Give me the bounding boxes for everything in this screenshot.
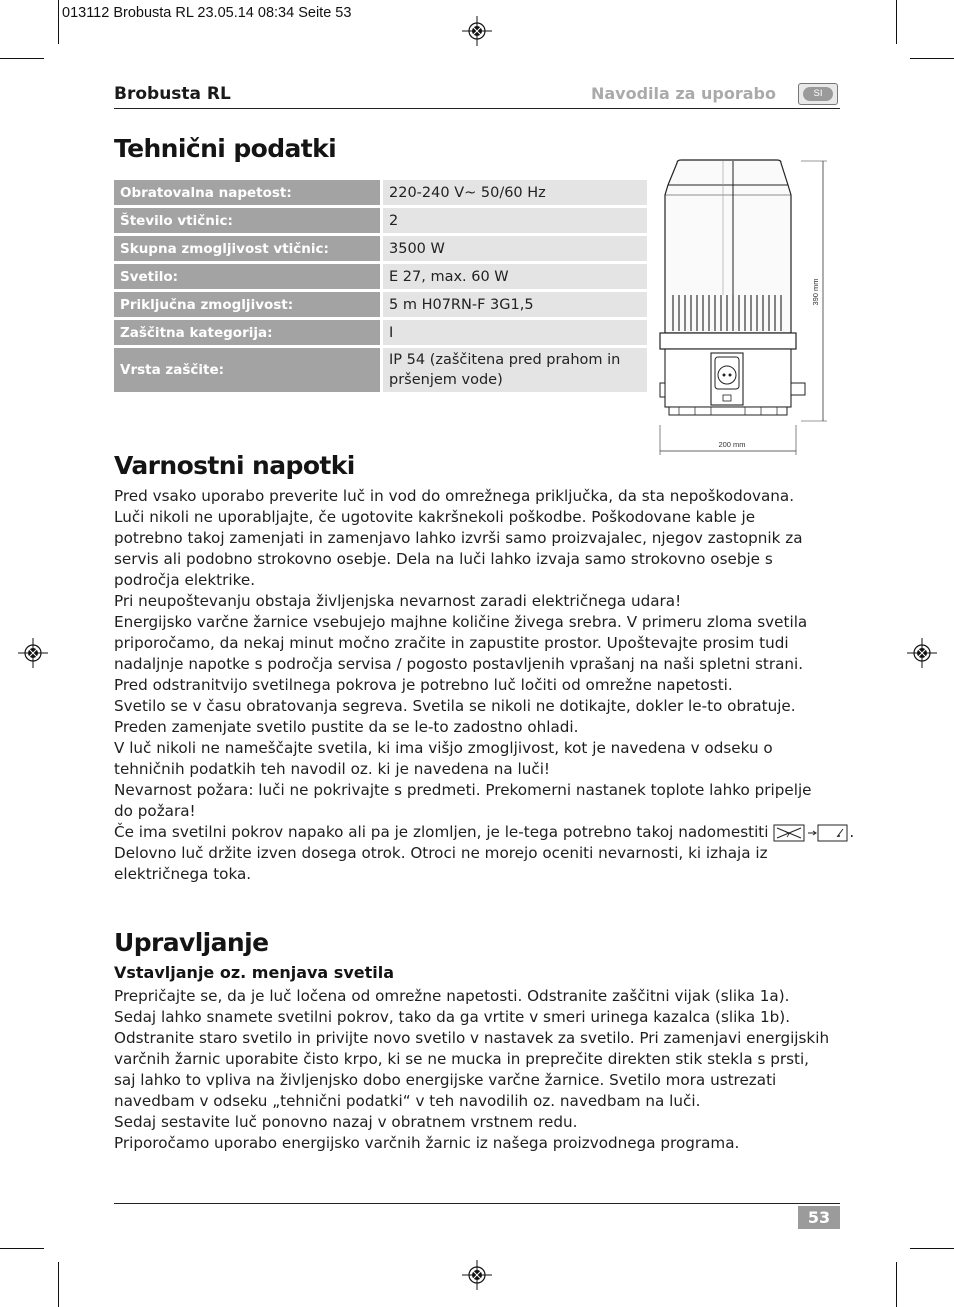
text-line: Priporočamo uporabo energijsko varčnih žarnic iz našega proizvodnega programa. <box>114 1134 740 1152</box>
crop-mark <box>910 1248 954 1249</box>
operation-heading: Upravljanje <box>114 928 269 957</box>
table-row <box>114 292 647 317</box>
text-line: Če ima svetilni pokrov napako ali pa je zlomljen, je le-tega potrebno takoj nadomestiti <box>114 823 769 841</box>
text-line: Nevarnost požara: luči ne pokrivajte s predmeti. Prekomerni nastanek toplote lahko pripelje <box>114 781 812 799</box>
text-line: Pred odstranitvijo svetilnega pokrova je potrebno luč ločiti od omrežne napetosti. <box>114 676 733 694</box>
text-line: do požara! <box>114 802 196 820</box>
product-name: Brobusta RL <box>114 84 231 104</box>
text-line: V luč nikoli ne nameščajte svetila, ki ima višjo zmogljivost, kot je navedena v odseku o <box>114 739 773 757</box>
operation-subheading: Vstavljanje oz. menjava svetila <box>114 963 395 982</box>
text-line: saj lahko to vpliva na življenjsko dobo energijske varčne žarnice. Svetilo mora ustrezati <box>114 1071 777 1089</box>
crop-mark <box>896 0 897 44</box>
registration-mark-icon <box>18 638 48 668</box>
text-line: Svetilo se v času obratovanja segreva. Svetila se nikoli ne dotikajte, dokler le-to obratuje. <box>114 697 796 715</box>
spec-key: Svetilo: <box>114 264 380 289</box>
text-line: varčnih žarnic uporabite čisto krpo, ki se ne mucka in preprečite direkten stik stekla s prsti, <box>114 1050 809 1068</box>
section-title: Navodila za uporabo <box>590 84 776 103</box>
spec-key: Zaščitna kategorija: <box>114 320 380 345</box>
operation-text <box>114 986 840 1154</box>
tech-data-heading: Tehnični podatki <box>114 134 337 163</box>
registration-mark-icon <box>462 16 492 46</box>
text-line-with-icons <box>114 822 855 843</box>
text-line: Preden zamenjate svetilo pustite da se le-to zadostno ohladi. <box>114 718 579 736</box>
spec-value: I <box>380 320 647 345</box>
text-line: Luči nikoli ne uporabljajte, če ugotovite kakršnekoli poškodbe. Poškodovane kable je <box>114 508 756 526</box>
spec-key: Vrsta zaščite: <box>114 348 380 392</box>
text-line: Prepričajte se, da je luč ločena od omrežne napetosti. Odstranite zaščitni vijak (slika 1a). <box>114 987 790 1005</box>
crop-mark <box>910 58 954 59</box>
arrow-right-icon <box>807 823 817 843</box>
crop-mark <box>58 1262 59 1307</box>
spec-value: 2 <box>380 208 647 233</box>
text-line-end: . <box>849 823 855 841</box>
text-line: potrebno takoj zamenjati in zamenjavo lahko izvrši samo proizvajalec, njegov zastopnik za <box>114 529 803 547</box>
header-rule <box>114 108 840 109</box>
spec-table <box>114 177 647 395</box>
width-dimension-label: 200 mm <box>718 440 746 449</box>
text-line: Delovno luč držite izven dosega otrok. Otroci ne morejo oceniti nevarnosti, ki izhaja iz <box>114 844 768 862</box>
text-line: tehničnih podatkih teh navodil oz. ki je navedena na luči! <box>114 760 551 778</box>
safety-heading: Varnostni napotki <box>114 451 355 480</box>
spec-value: 220-240 V~ 50/60 Hz <box>380 180 647 205</box>
language-badge <box>798 83 838 105</box>
spec-key: Obratovalna napetost: <box>114 180 380 205</box>
text-line: Pri neupoštevanju obstaja življenjska nevarnost zaradi električnega udara! <box>114 592 682 610</box>
crop-mark <box>896 1262 897 1307</box>
crop-mark <box>0 58 44 59</box>
crop-mark <box>0 1248 44 1249</box>
spec-key: Skupna zmogljivost vtičnic: <box>114 236 380 261</box>
page-number: 53 <box>798 1206 840 1229</box>
broken-cover-icon <box>773 823 807 843</box>
text-line: Sedaj lahko snamete svetilni pokrov, tako da ga vrtite v smeri urinega kazalca (slika 1b). <box>114 1008 791 1026</box>
table-row <box>114 348 647 392</box>
text-line: navedbam v odseku „tehnični podatki“ v teh navodilih oz. navedbam na luči. <box>114 1092 701 1110</box>
work-light-drawing <box>655 155 831 457</box>
table-row <box>114 208 647 233</box>
table-row <box>114 236 647 261</box>
footer-rule <box>114 1203 840 1204</box>
print-slug: 013112 Brobusta RL 23.05.14 08:34 Seite 53 <box>62 5 352 21</box>
spec-value: IP 54 (zaščitena pred prahom in pršenjem vode) <box>380 348 647 392</box>
language-code: SI <box>803 87 833 101</box>
text-line: Energijsko varčne žarnice vsebujejo majhne količine živega srebra. V primeru zloma svetila <box>114 613 808 631</box>
text-line: Sedaj sestavite luč ponovno nazaj v obratnem vrstnem redu. <box>114 1113 578 1131</box>
text-line: Pred vsako uporabo preverite luč in vod do omrežnega priključka, da sta nepoškodovana. <box>114 487 795 505</box>
spec-key: Število vtičnic: <box>114 208 380 233</box>
safety-text <box>114 486 855 885</box>
spec-value: 5 m H07RN-F 3G1,5 <box>380 292 647 317</box>
spec-value: E 27, max. 60 W <box>380 264 647 289</box>
crop-mark <box>58 0 59 44</box>
text-line: električnega toka. <box>114 865 252 883</box>
text-line: servis ali podobno strokovno osebje. Dela na luči lahko izvaja samo strokovno osebje s <box>114 550 773 568</box>
spec-key: Priključna zmogljivost: <box>114 292 380 317</box>
table-row <box>114 320 647 345</box>
text-line: področja elektrike. <box>114 571 256 589</box>
registration-mark-icon <box>462 1260 492 1290</box>
new-cover-icon <box>817 823 849 843</box>
height-dimension-label: 390 mm <box>811 278 820 306</box>
text-line: nadaljnje napotke s področja servisa / pogosto postavljenih vprašanj na naši spletni strani. <box>114 655 804 673</box>
text-line: priporočamo, da nekaj minut močno zračite in zapustite prostor. Upoštevajte prosim tudi <box>114 634 789 652</box>
table-row <box>114 180 647 205</box>
spec-value: 3500 W <box>380 236 647 261</box>
registration-mark-icon <box>907 638 937 668</box>
table-row <box>114 264 647 289</box>
text-line: Odstranite staro svetilo in privijte novo svetilo v nastavek za svetilo. Pri zamenjavi energijskih <box>114 1029 830 1047</box>
